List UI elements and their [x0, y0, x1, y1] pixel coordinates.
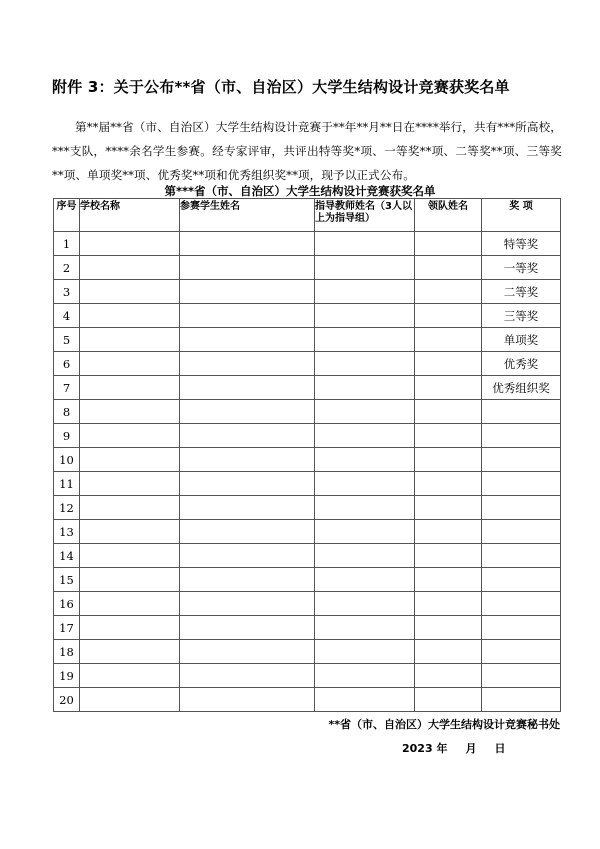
cell-seq: 6	[54, 352, 80, 376]
table-header-row	[54, 199, 561, 232]
cell-leader	[415, 568, 482, 592]
table-row	[54, 688, 561, 712]
page-title: 附件 3：关于公布**省（市、自治区）大学生结构设计竞赛获奖名单	[52, 78, 510, 96]
cell-teacher	[315, 280, 415, 304]
cell-seq: 1	[54, 232, 80, 256]
table-row	[54, 256, 561, 280]
cell-students	[180, 592, 315, 616]
cell-students	[180, 232, 315, 256]
cell-teacher	[315, 328, 415, 352]
table-row	[54, 400, 561, 424]
cell-leader	[415, 424, 482, 448]
cell-teacher	[315, 400, 415, 424]
cell-award: 单项奖	[482, 328, 561, 352]
cell-seq: 12	[54, 496, 80, 520]
cell-teacher	[315, 568, 415, 592]
cell-school	[80, 352, 180, 376]
cell-students	[180, 568, 315, 592]
cell-students	[180, 496, 315, 520]
cell-leader	[415, 376, 482, 400]
cell-school	[80, 376, 180, 400]
cell-award	[482, 592, 561, 616]
table-title: 第***省（市、自治区）大学生结构设计竞赛获奖名单	[164, 184, 436, 198]
cell-award: 优秀奖	[482, 352, 561, 376]
cell-leader	[415, 688, 482, 712]
cell-school	[80, 688, 180, 712]
table-row	[54, 568, 561, 592]
cell-seq: 17	[54, 616, 80, 640]
cell-award	[482, 544, 561, 568]
cell-students	[180, 688, 315, 712]
cell-award: 特等奖	[482, 232, 561, 256]
cell-teacher	[315, 544, 415, 568]
cell-students	[180, 520, 315, 544]
cell-leader	[415, 616, 482, 640]
cell-teacher	[315, 304, 415, 328]
cell-teacher	[315, 592, 415, 616]
cell-award	[482, 664, 561, 688]
cell-award	[482, 424, 561, 448]
cell-school	[80, 448, 180, 472]
cell-school	[80, 496, 180, 520]
cell-award	[482, 448, 561, 472]
cell-seq: 14	[54, 544, 80, 568]
table-row	[54, 448, 561, 472]
intro-paragraph: 第**届**省（市、自治区）大学生结构设计竞赛于**年**月**日在****举行，共有***所高校，***支队，****余名学生参赛。经专家评审，共评出特等奖*项、一等奖**项、二等奖**项、三等奖**项、单项奖**项、优秀奖**项和优秀组织奖**项，现予以正式公布。	[52, 120, 562, 182]
cell-award	[482, 472, 561, 496]
cell-leader	[415, 640, 482, 664]
cell-school	[80, 640, 180, 664]
cell-teacher	[315, 616, 415, 640]
cell-students	[180, 328, 315, 352]
cell-seq: 4	[54, 304, 80, 328]
cell-students	[180, 304, 315, 328]
cell-leader	[415, 592, 482, 616]
cell-award	[482, 520, 561, 544]
table-row	[54, 640, 561, 664]
cell-leader	[415, 664, 482, 688]
cell-teacher	[315, 352, 415, 376]
cell-school	[80, 616, 180, 640]
signer: **省（市、自治区）大学生结构设计竞赛秘书处	[328, 718, 560, 731]
cell-school	[80, 568, 180, 592]
cell-school	[80, 664, 180, 688]
award-table	[53, 198, 561, 712]
cell-award	[482, 568, 561, 592]
table-row	[54, 520, 561, 544]
header-school: 学校名称	[80, 199, 180, 232]
cell-students	[180, 256, 315, 280]
cell-award: 优秀组织奖	[482, 376, 561, 400]
header-leader: 领队姓名	[415, 199, 482, 232]
table-row	[54, 616, 561, 640]
cell-seq: 9	[54, 424, 80, 448]
cell-school	[80, 328, 180, 352]
table-row	[54, 664, 561, 688]
cell-students	[180, 352, 315, 376]
cell-seq: 10	[54, 448, 80, 472]
cell-award	[482, 400, 561, 424]
cell-leader	[415, 328, 482, 352]
cell-teacher	[315, 376, 415, 400]
cell-school	[80, 280, 180, 304]
cell-school	[80, 520, 180, 544]
cell-students	[180, 424, 315, 448]
cell-award	[482, 496, 561, 520]
cell-students	[180, 472, 315, 496]
cell-teacher	[315, 640, 415, 664]
cell-school	[80, 472, 180, 496]
cell-students	[180, 640, 315, 664]
cell-award	[482, 688, 561, 712]
cell-teacher	[315, 496, 415, 520]
cell-seq: 8	[54, 400, 80, 424]
cell-teacher	[315, 448, 415, 472]
cell-seq: 2	[54, 256, 80, 280]
cell-award	[482, 640, 561, 664]
cell-school	[80, 424, 180, 448]
cell-leader	[415, 280, 482, 304]
cell-school	[80, 256, 180, 280]
date-month: 月	[465, 742, 477, 755]
header-seq: 序号	[54, 199, 80, 232]
cell-award	[482, 616, 561, 640]
cell-school	[80, 304, 180, 328]
date-day: 日	[494, 742, 506, 755]
cell-leader	[415, 544, 482, 568]
cell-teacher	[315, 472, 415, 496]
header-teacher: 指导教师姓名（3人以上为指导组）	[315, 199, 415, 232]
cell-seq: 15	[54, 568, 80, 592]
table-row	[54, 496, 561, 520]
cell-students	[180, 544, 315, 568]
cell-school	[80, 232, 180, 256]
cell-school	[80, 400, 180, 424]
cell-leader	[415, 448, 482, 472]
cell-seq: 3	[54, 280, 80, 304]
table-row	[54, 424, 561, 448]
cell-teacher	[315, 688, 415, 712]
cell-leader	[415, 472, 482, 496]
cell-award: 二等奖	[482, 280, 561, 304]
cell-leader	[415, 520, 482, 544]
table-row	[54, 328, 561, 352]
header-award: 奖 项	[482, 199, 561, 232]
cell-seq: 7	[54, 376, 80, 400]
table-row	[54, 352, 561, 376]
table-row	[54, 472, 561, 496]
cell-leader	[415, 304, 482, 328]
header-students: 参赛学生姓名	[180, 199, 315, 232]
cell-seq: 11	[54, 472, 80, 496]
cell-school	[80, 544, 180, 568]
table-row	[54, 304, 561, 328]
cell-seq: 5	[54, 328, 80, 352]
cell-seq: 19	[54, 664, 80, 688]
cell-seq: 18	[54, 640, 80, 664]
cell-seq: 16	[54, 592, 80, 616]
date-year: 2023 年	[402, 742, 448, 755]
cell-school	[80, 592, 180, 616]
cell-leader	[415, 232, 482, 256]
cell-teacher	[315, 520, 415, 544]
cell-leader	[415, 352, 482, 376]
table-row	[54, 232, 561, 256]
table-row	[54, 376, 561, 400]
table-row	[54, 592, 561, 616]
cell-award: 一等奖	[482, 256, 561, 280]
cell-students	[180, 616, 315, 640]
cell-students	[180, 664, 315, 688]
cell-students	[180, 280, 315, 304]
cell-students	[180, 448, 315, 472]
cell-teacher	[315, 232, 415, 256]
cell-teacher	[315, 256, 415, 280]
cell-teacher	[315, 424, 415, 448]
cell-leader	[415, 256, 482, 280]
cell-students	[180, 376, 315, 400]
table-row	[54, 280, 561, 304]
cell-award: 三等奖	[482, 304, 561, 328]
cell-teacher	[315, 664, 415, 688]
date-line	[402, 740, 505, 756]
cell-students	[180, 400, 315, 424]
cell-seq: 20	[54, 688, 80, 712]
cell-leader	[415, 496, 482, 520]
cell-leader	[415, 400, 482, 424]
cell-seq: 13	[54, 520, 80, 544]
table-row	[54, 544, 561, 568]
